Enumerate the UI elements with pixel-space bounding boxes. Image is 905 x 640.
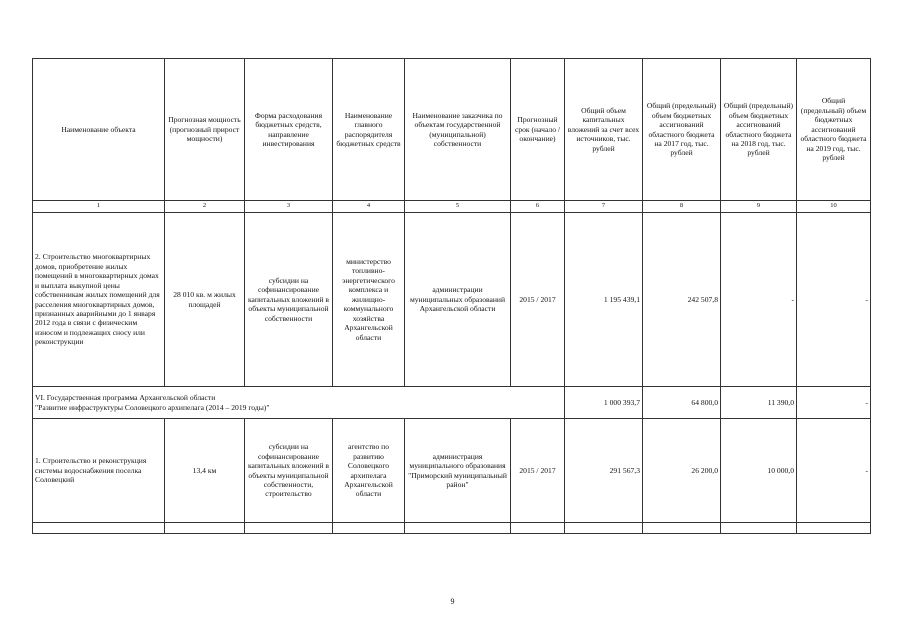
column-number: 5: [405, 201, 511, 213]
program-title-line1: VI. Государственная программа Архангельской области: [35, 393, 216, 403]
header-total-investment: Общий объем капитальных вложений за счет всех источников, тыс. рублей: [565, 59, 643, 201]
budget-2019: -: [797, 213, 871, 387]
spending-form: субсидии на софинансирование капитальных вложений в объекты муниципальной собственности, строительство: [245, 419, 333, 523]
period: 2015 / 2017: [511, 419, 565, 523]
header-capacity: Прогнозная мощность (прогнозный прирост мощности): [165, 59, 245, 201]
program-total-investment: 1 000 393,7: [565, 387, 643, 419]
column-number: 2: [165, 201, 245, 213]
program-title-line2: "Развитие инфраструктуры Соловецкого архипелага (2014 – 2019 годы)": [35, 402, 270, 412]
header-customer: Наименование заказчика по объектам государственной (муниципальной) собственности: [405, 59, 511, 201]
header-budget-2018: Общий (предельный) объем бюджетных ассигнований областного бюджета на 2018 год, тыс. рублей: [721, 59, 797, 201]
customer: администрация муниципального образования "Приморский муниципальный район": [405, 419, 511, 523]
column-number: 9: [721, 201, 797, 213]
budget-manager: агентство по развитию Соловецкого архипелага Архангельской области: [333, 419, 405, 523]
budget-2019: -: [797, 419, 871, 523]
header-spending-form: Форма расходования бюджетных средств, направление инвестирования: [245, 59, 333, 201]
header-budget-2019: Общий (предельный) объем бюджетных ассигнований областного бюджета на 2019 год, тыс. рублей: [797, 59, 871, 201]
capacity-value: 13,4 км: [165, 419, 245, 523]
total-investment: 291 567,3: [565, 419, 643, 523]
budget-manager: министерство топливно-энергетического комплекса и жилищно-коммунального хозяйства Архангельской области: [333, 213, 405, 387]
page-number: 9: [450, 597, 455, 606]
column-number: 7: [565, 201, 643, 213]
column-number: 6: [511, 201, 565, 213]
total-investment: 1 195 439,1: [565, 213, 643, 387]
header-object-name: Наименование объекта: [33, 59, 165, 201]
column-number: 8: [643, 201, 721, 213]
period: 2015 / 2017: [511, 213, 565, 387]
capacity-value: 28 010 кв. м жилых площадей: [165, 213, 245, 387]
program-row: [33, 387, 871, 419]
budget-2017: 26 200,0: [643, 419, 721, 523]
empty-row: [33, 523, 871, 534]
object-name: 2. Строительство многоквартирных домов, приобретение жилых помещений в многоквартирных домах и выплата выкупной цены собственникам жилых помещений для расселения многоквартирных домов, признанных аварийными до 1 января 2012 года в связи с физическим износом и подлежащих сносу или реконструкции: [33, 213, 165, 387]
header-budget-2017: Общий (предельный) объем бюджетных ассигнований областного бюджета на 2017 год, тыс. рублей: [643, 59, 721, 201]
program-title: [33, 387, 565, 419]
column-number: 1: [33, 201, 165, 213]
column-number: 3: [245, 201, 333, 213]
program-budget-2018: 11 390,0: [721, 387, 797, 419]
budget-2018: 10 000,0: [721, 419, 797, 523]
program-budget-2019: -: [797, 387, 871, 419]
column-number-row: [33, 201, 871, 213]
column-number: 10: [797, 201, 871, 213]
header-budget-manager: Наименование главного распорядителя бюджетных средств: [333, 59, 405, 201]
customer: администрации муниципальных образований Архангельской области: [405, 213, 511, 387]
spending-form: субсидии на софинансирование капитальных вложений в объекты муниципальной собственности: [245, 213, 333, 387]
budget-2017: 242 507,8: [643, 213, 721, 387]
header-row: [33, 59, 871, 201]
header-period: Прогнозный срок (начало / окончание): [511, 59, 565, 201]
object-name: 1. Строительство и реконструкция системы водоснабжения поселка Соловецкий: [33, 419, 165, 523]
capital-investment-table: [32, 58, 871, 534]
program-budget-2017: 64 800,0: [643, 387, 721, 419]
table-row: [33, 213, 871, 387]
column-number: 4: [333, 201, 405, 213]
budget-2018: -: [721, 213, 797, 387]
table-row: [33, 419, 871, 523]
